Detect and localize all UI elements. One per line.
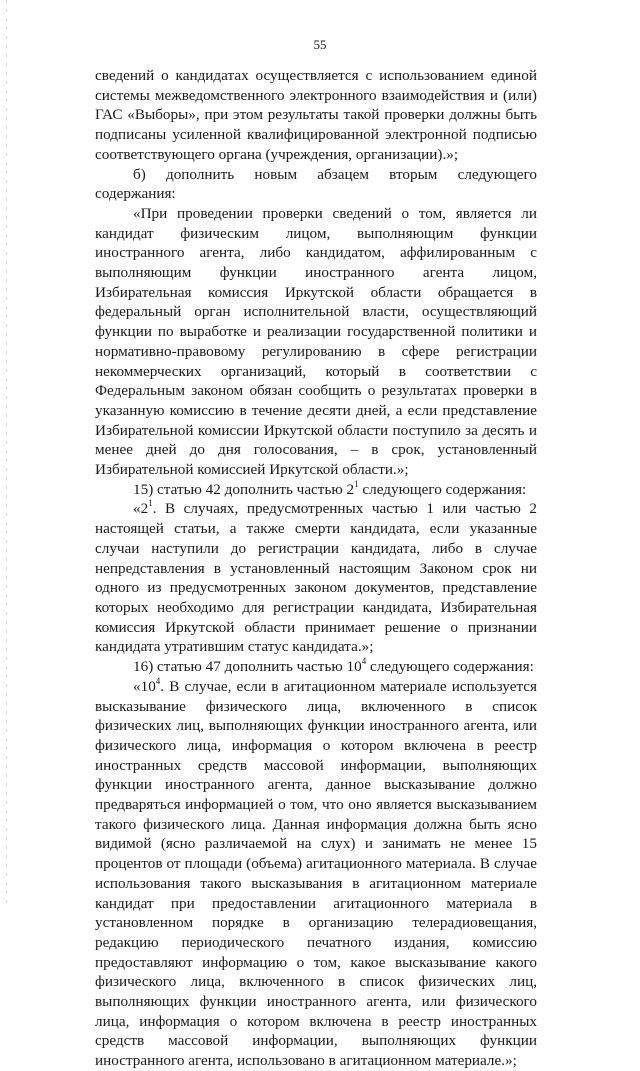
item-16-text-end: следующего содержания: [366,658,534,676]
part-2-1-text: . В случаях, предусмотренных частью 1 или частью 2 настоящей статьи, а также смерти кандидата, если указанные случаи наступили до регистрации кандидата, либо в случае непредставления в установленный настоящим Законом срок ни одного из предусмотренных законом документов, представление которых необходимо для регистрации кандидата, Избирательная комиссия Иркутской области принимает решение о признании кандидата утратившим статус кандидата.»; [95,500,537,656]
part-10-4-superscript: 4 [155,675,161,686]
item-16-superscript: 4 [361,656,367,667]
paragraph-item-b: б) дополнить новым абзацем вторым следующего содержания: [95,165,537,203]
paragraph-part-10-4 [95,677,537,1071]
item-16-text: 16) статью 47 дополнить частью 10 [133,658,362,676]
item-15-superscript: 1 [354,478,359,489]
page-number: 55 [313,37,327,52]
paragraph-part-2-1 [95,499,537,657]
part-10-4-text: . В случае, если в агитационном материале используется высказывание физического лица, включенного в список физических лиц, выполняющих функции иностранного агента, или физического лица, информация о котором включена в реестр иностранных средств массовой информации, выполняющих функции иностранного агента, данное высказывание должно предваряться информацией о том, что оно является высказыванием такого физического лица. Данная информация должна быть ясно видимой (ясно различаемой на слух) и занимать не менее 15 процентов от площади (объема) агитационного материала. В случае использования такого высказывания в агитационном материале кандидат при предоставлении агитационного материала в установленном порядке в организацию телерадиовещания, редакцию периодического печатного издания, комиссию предоставляют информацию о том, какое высказывание какого физического лица, включенного в список физических лиц, выполняющих функции иностранного агента, или физического лица, информация о котором включена в реестр иностранных средств массовой информации, выполняющих функции иностранного агента, использовано в агитационном материале.»; [95,677,537,1070]
scan-margin-marks [6,0,7,905]
paragraph-quote-verification: «При проведении проверки сведений о том, является ли кандидат физическим лицом, выполняющим функции иностранного агента, либо кандидатом, аффилированным с выполняющим функции иностранного агента лицом, Избирательная комиссия Иркутской области обращается в федеральный орган исполнительной власти, осуществляющий функции по выработке и реализации государственной политики и нормативно-правовому регулированию в сфере регистрации некоммерческих организаций, который в соответствии с Федеральным законом обязан сообщить о результатах проверки в указанную комиссию в течение десяти дней, а если представление Избирательной комиссии Иркутской области поступило за десять и менее дней до дня голосования, – в срок, установленный Избирательной комиссией Иркутской области.»; [95,204,537,479]
paragraph-continuation: сведений о кандидатах осуществляется с использованием единой системы межведомственного электронного взаимодействия и (или) ГАС «Выборы», при этом результаты такой проверки должны быть подписаны усиленной квалифицированной электронной подписью соответствующего органа (учреждения, организации).»; [95,67,537,163]
part-2-1-superscript: 1 [148,498,153,509]
item-15-text-end: следующего содержания: [358,480,527,498]
part-2-1-number: «2 [133,500,149,518]
part-10-4-number: «10 [133,677,156,695]
paragraph-item-15 [95,480,537,500]
paragraph-item-16 [95,657,537,677]
document-body [95,66,537,1071]
item-15-text: 15) статью 42 дополнить частью 2 [133,480,355,498]
